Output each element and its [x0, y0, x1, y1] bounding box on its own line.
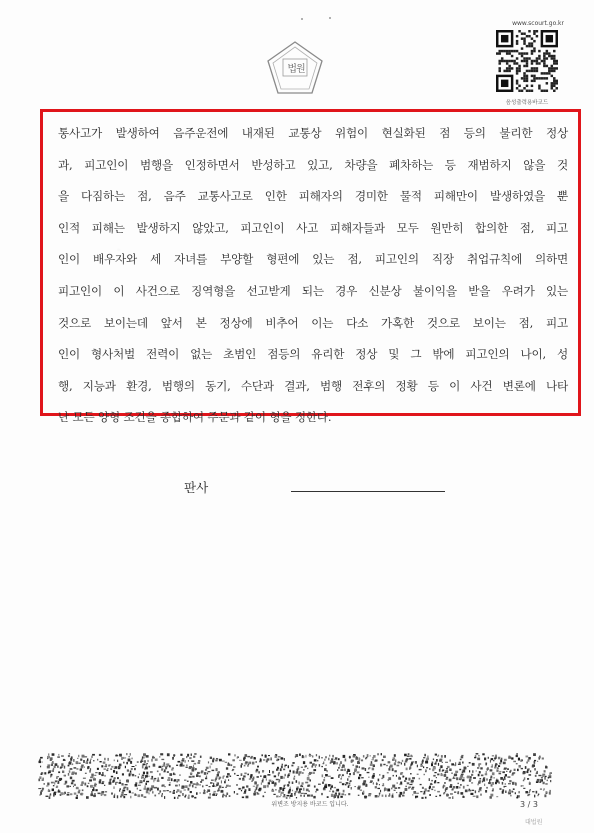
judgment-paragraph — [58, 118, 568, 434]
paragraph-line: 인이 형사처벌 전력이 없는 초범인 점등의 유리한 정상 및 그 밖에 피고인의 나이, 성 — [58, 347, 568, 362]
paragraph-line: 을 다짐하는 점, 음주 교통사고로 인한 피해자의 경미한 물적 피해만이 발생하였을 뿐 — [58, 189, 568, 204]
paragraph-line: 것으로 보이는데 앞서 본 정상에 비추어 이는 다소 가혹한 것으로 보이는 점, 피고 — [58, 315, 568, 330]
scan-speck — [301, 18, 303, 20]
signature-line — [291, 491, 445, 492]
security-pattern — [38, 753, 552, 799]
qr-url: www.scourt.go.kr — [512, 20, 564, 27]
judge-label: 판사 — [184, 480, 209, 495]
paragraph-line: 난 모든 양형 조건을 종합하여 주문과 같이 형을 정한다. — [58, 410, 332, 425]
paragraph-line: 통사고가 발생하여 음주운전에 내재된 교통상 위험이 현실화된 점 등의 불리한 정상 — [58, 126, 568, 140]
paragraph-line: 인이 배우자와 세 자녀를 부양할 형편에 있는 점, 피고인의 직장 취업규칙에 의하면 — [58, 252, 568, 267]
scan-speck — [329, 17, 331, 19]
seal-text: 법원 — [287, 64, 305, 75]
qr-block — [490, 20, 564, 106]
paragraph-line: 과, 피고인이 범행을 인정하면서 반성하고 있고, 차량을 폐차하는 등 재범하지 않을 것 — [58, 157, 568, 172]
qr-label: 음성출력용바코드 — [505, 100, 549, 106]
paragraph-line: 피고인이 이 사건으로 징역형을 선고받게 되는 경우 신분상 불이익을 받을 우려가 있는 — [58, 283, 568, 298]
paragraph-line: 행, 지능과 환경, 범행의 동기, 수단과 결과, 범행 전후의 정황 등 이 사건 변론에 나타 — [58, 378, 568, 393]
footer-note: 위변조 방지용 바코드 입니다. — [271, 801, 349, 808]
paragraph-line: 인적 피해는 발생하지 않았고, 피고인이 사고 피해자들과 모두 원만히 합의한 점, 피고 — [58, 220, 568, 235]
qr-code-icon — [496, 30, 558, 92]
bottom-stamp: 대법원 — [525, 819, 543, 826]
page-number: 3 / 3 — [520, 800, 538, 809]
